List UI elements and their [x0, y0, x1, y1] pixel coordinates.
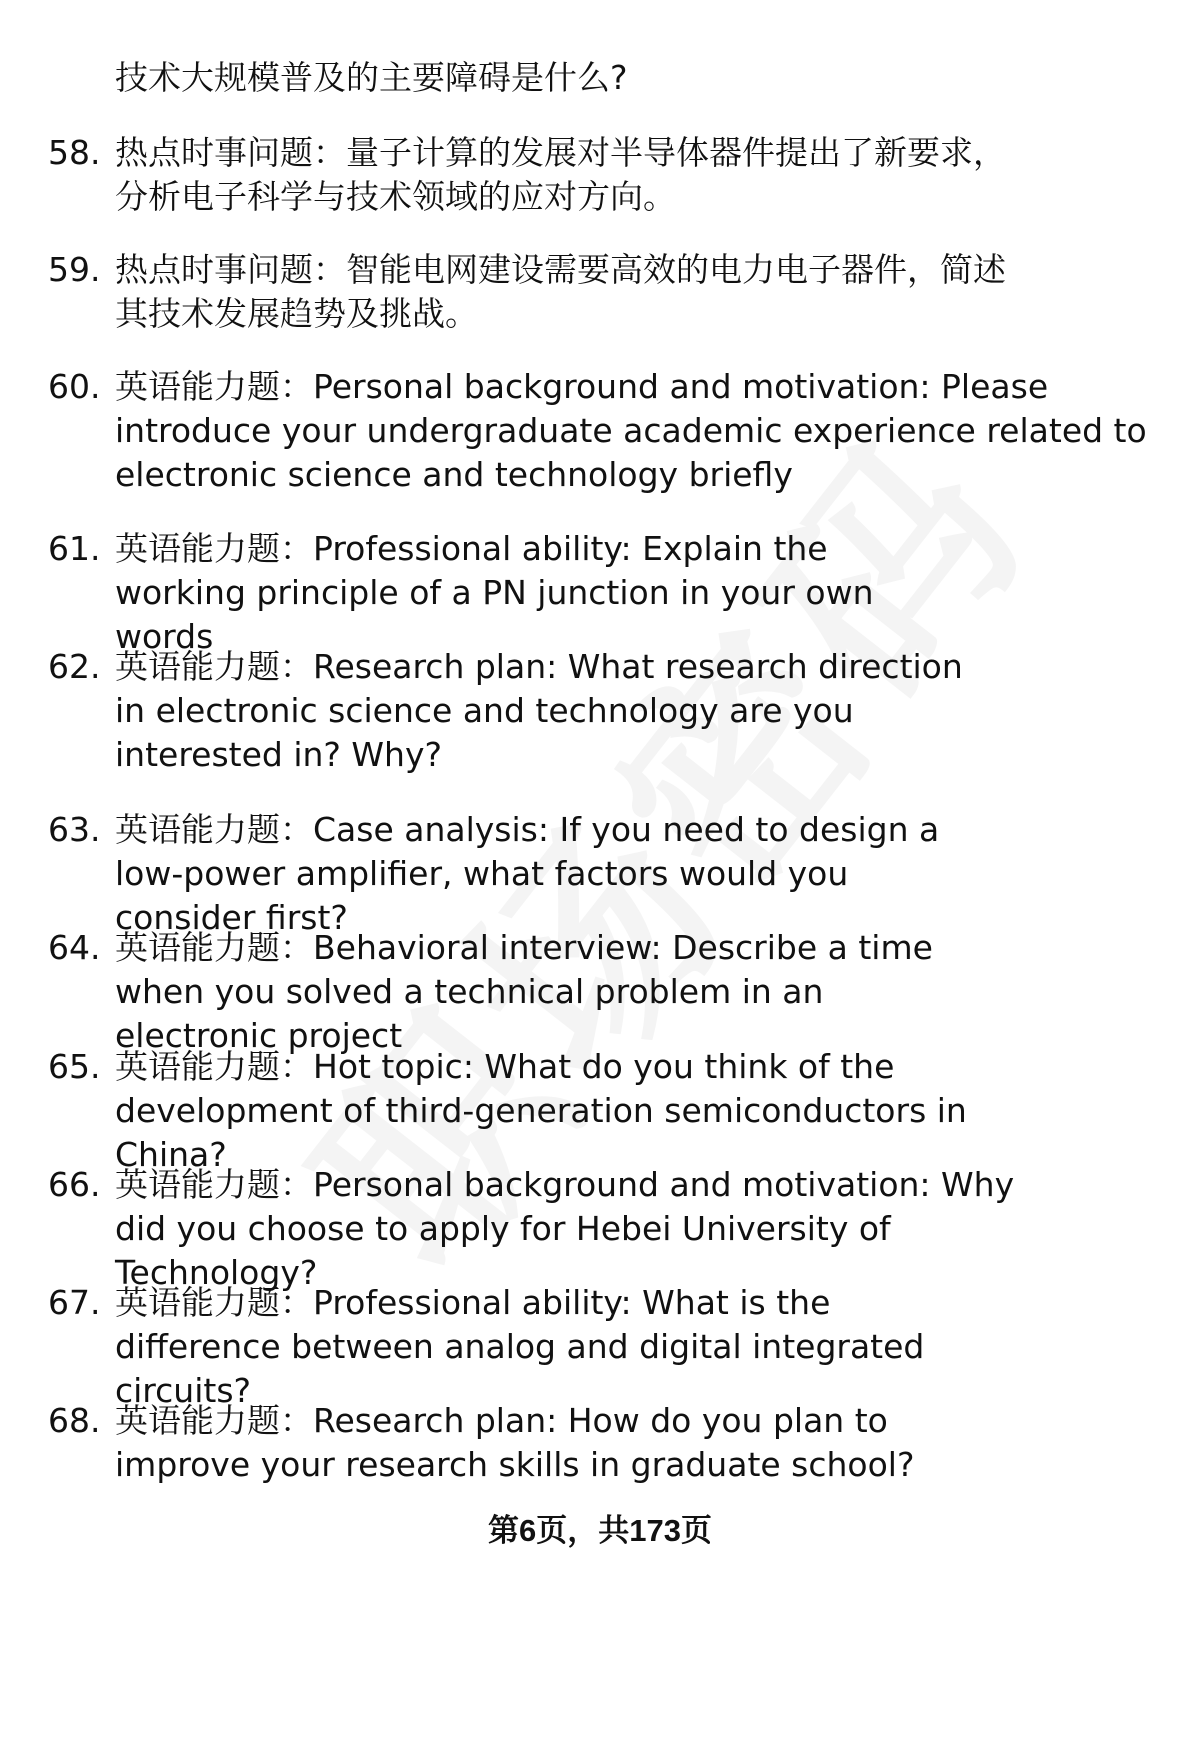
item-tag: 英语能力题： — [115, 928, 313, 967]
list-item-62 — [48, 645, 1158, 777]
item-text: Personal background and motivation: Why did you choose to apply for Hebei University of Technology? — [115, 1165, 1015, 1292]
item-tag: 英语能力题： — [115, 1283, 313, 1322]
item-number: 65. — [48, 1047, 101, 1086]
item-tag: 英语能力题： — [115, 1401, 313, 1440]
item-number: 63. — [48, 810, 101, 849]
item-text: Case analysis: If you need to design a low-power amplifier, what factors would you consider first? — [115, 810, 940, 937]
item-number: 58. — [48, 133, 101, 172]
list-item-58 — [48, 131, 1028, 219]
item-text: Personal background and motivation: Please introduce your undergraduate academic experience related to electronic science and technology briefly — [115, 367, 1147, 494]
item-tag: 英语能力题： — [115, 529, 313, 568]
list-item-66 — [48, 1163, 1158, 1295]
item-number: 59. — [48, 250, 101, 289]
item-text: Research plan: What research direction in electronic science and technology are you interested in? Why? — [115, 647, 963, 774]
item-tag: 英语能力题： — [115, 1047, 313, 1086]
item-text: Hot topic: What do you think of the development of third-generation semiconductors in China? — [115, 1047, 967, 1174]
item-number: 64. — [48, 928, 101, 967]
item-tag: 热点时事问题： — [115, 133, 346, 172]
item-text: 技术大规模普及的主要障碍是什么? — [115, 58, 628, 97]
item-number: 61. — [48, 529, 101, 568]
list-item-67 — [48, 1281, 1158, 1413]
continuation-text — [48, 56, 1158, 100]
page-number-footer: 第6页，共173页 — [488, 1513, 712, 1548]
list-item-61 — [48, 527, 1158, 659]
list-item-63 — [48, 808, 1158, 940]
item-text: 智能电网建设需要高效的电力电子器件，简述其技术发展趋势及挑战。 — [115, 250, 1006, 333]
item-number: 62. — [48, 647, 101, 686]
item-number: 67. — [48, 1283, 101, 1322]
item-tag: 英语能力题： — [115, 367, 313, 406]
item-number: 60. — [48, 367, 101, 406]
item-number: 66. — [48, 1165, 101, 1204]
list-item-60 — [48, 365, 1158, 497]
list-item-59 — [48, 248, 1028, 336]
item-tag: 英语能力题： — [115, 1165, 313, 1204]
item-tag: 英语能力题： — [115, 647, 313, 686]
item-text: Professional ability: What is the difference between analog and digital integrated circuits? — [115, 1283, 925, 1410]
list-item-65 — [48, 1045, 1158, 1177]
item-text: Research plan: How do you plan to improve your research skills in graduate school? — [115, 1401, 915, 1484]
item-number: 68. — [48, 1401, 101, 1440]
item-text: Behavioral interview: Describe a time when you solved a technical problem in an electronic project — [115, 928, 933, 1055]
item-text: Professional ability: Explain the working principle of a PN junction in your own words — [115, 529, 874, 656]
item-text: 量子计算的发展对半导体器件提出了新要求，分析电子科学与技术领域的应对方向。 — [115, 133, 1006, 216]
item-tag: 热点时事问题： — [115, 250, 346, 289]
list-item-64 — [48, 926, 1158, 1058]
item-tag: 英语能力题： — [115, 810, 313, 849]
list-item-68 — [48, 1399, 1158, 1487]
